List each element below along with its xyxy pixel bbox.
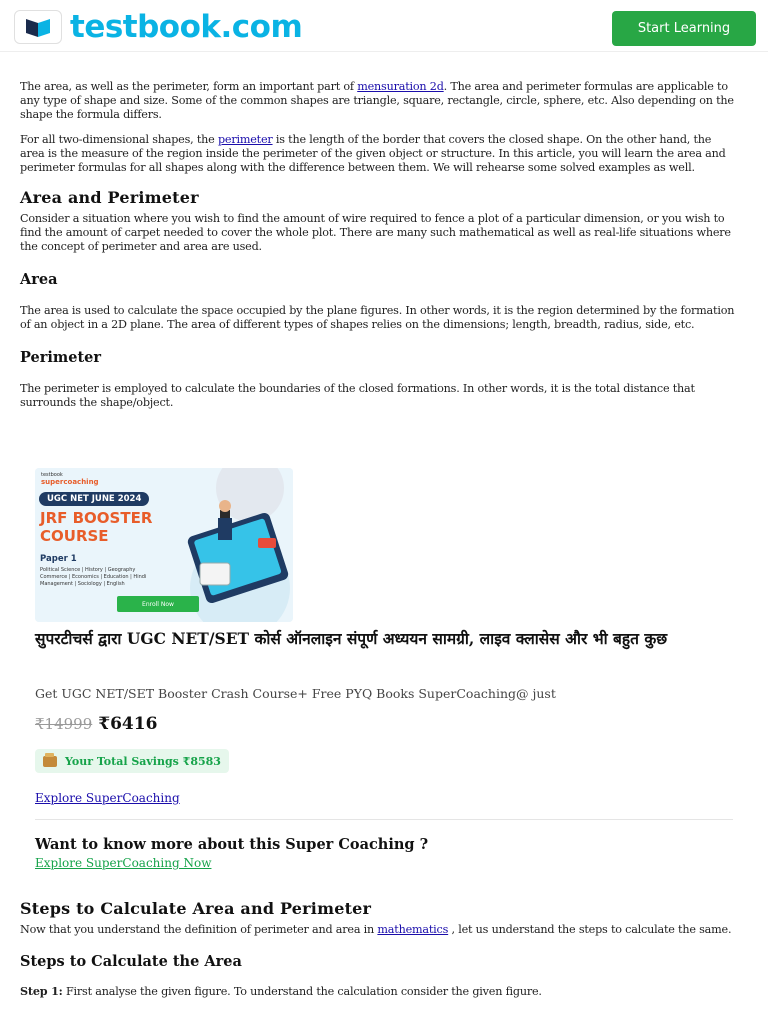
steps-heading: Steps to Calculate Area and Perimeter xyxy=(20,899,372,918)
area-heading: Area xyxy=(20,271,58,288)
logo-text: testbook.com xyxy=(70,9,303,45)
perimeter-link[interactable]: perimeter xyxy=(217,133,273,146)
banner-brand: supercoaching xyxy=(41,478,99,486)
article-content xyxy=(20,80,736,410)
banner-headline-1: JRF BOOSTER xyxy=(40,509,153,527)
promo-title: सुपरटीचर्स द्वारा UGC NET/SET कोर्स ऑनलाइन संपूर्ण अध्ययन सामग्री, लाइव क्लासेस और भी बहुत कुछ xyxy=(35,629,668,648)
area-and-perimeter-heading: Area and Perimeter xyxy=(20,188,199,207)
steps-text: Now that you understand the definition of perimeter and area in xyxy=(20,923,378,936)
explore-supercoaching xyxy=(35,791,180,805)
mensuration-2d-link[interactable]: mensuration 2d xyxy=(357,80,444,93)
intro-text: The area, as well as the perimeter, form an important part of xyxy=(20,80,358,93)
area-text: The area is used to calculate the space occupied by the plane figures. In other words, it is the region determined by the formation of an object in a 2D plane. The area of different types of shapes relies on the dimensions; length, breadth, radius, side, etc. xyxy=(20,304,735,331)
explore-supercoaching-link[interactable]: Explore SuperCoaching xyxy=(35,791,180,805)
discounted-price: ₹6416 xyxy=(98,714,158,734)
banner-enroll-button: Enroll Now xyxy=(117,596,199,612)
perimeter-heading: Perimeter xyxy=(20,349,102,366)
intro-paragraph-2 xyxy=(20,133,736,175)
steps-intro xyxy=(20,923,736,937)
intro-text: is the length of the border that covers the closed shape. On the other hand, the area is the measure of the region inside the perimeter of the given object or structure. In this article, you will learn the area and perimeter formulas for all shapes along with the difference between them. We will rehearse some solved examples as well. xyxy=(20,133,726,174)
savings-badge xyxy=(35,749,229,773)
intro-paragraph-1 xyxy=(20,80,736,122)
intro-text: . The area and perimeter formulas are applicable to any type of shape and size. Some of the common shapes are triangle, square, rectangle, circle, sphere, etc. Also depending on the shape the formula differs. xyxy=(20,80,734,121)
testbook-logo[interactable] xyxy=(14,9,302,45)
promo-subtitle: Get UGC NET/SET Booster Crash Course+ Free PYQ Books SuperCoaching@ just xyxy=(35,686,556,701)
intro-text: For all two-dimensional shapes, the xyxy=(20,133,218,146)
steps-section xyxy=(20,899,736,999)
step-1 xyxy=(20,984,736,999)
area-and-perimeter-text: Consider a situation where you wish to find the amount of wire required to fence a plot of a particular dimension, or you wish to find the amount of carpet needed to cover the whole plot. There are many such mathematical as well as real-life situations where the concept of perimeter and area are used. xyxy=(20,212,731,253)
banner-headline-2: COURSE xyxy=(40,527,109,545)
know-more-heading: Want to know more about this Super Coaching ? xyxy=(35,836,429,853)
wallet-icon xyxy=(43,756,57,767)
explore-now xyxy=(35,856,211,870)
savings-text: Your Total Savings ₹8583 xyxy=(65,754,221,768)
banner-tag: UGC NET JUNE 2024 xyxy=(39,492,149,506)
price-row xyxy=(35,714,157,734)
step-1-text: First analyse the given figure. To understand the calculation consider the given figure. xyxy=(62,985,542,998)
testbook-logo-icon xyxy=(14,10,62,44)
steps-text: , let us understand the steps to calculate the same. xyxy=(448,923,732,936)
explore-supercoaching-now-link[interactable]: Explore SuperCoaching Now xyxy=(35,856,212,870)
area-steps-heading: Steps to Calculate the Area xyxy=(20,953,242,970)
start-learning-button[interactable]: Start Learning xyxy=(612,11,756,46)
mathematics-link[interactable]: mathematics xyxy=(377,923,449,936)
site-header xyxy=(0,0,768,52)
banner-paper: Paper 1 xyxy=(40,554,77,564)
promo-divider xyxy=(35,819,733,820)
original-price: ₹14999 xyxy=(35,715,93,733)
step-1-label: Step 1: xyxy=(20,984,63,998)
banner-subjects: Political Science | History | Geography Commerce | Economics | Education | Hindi Management | Sociology | English xyxy=(40,567,147,587)
banner-brand-small: testbook xyxy=(41,472,63,478)
jrf-booster-banner[interactable] xyxy=(35,468,293,622)
perimeter-text: The perimeter is employed to calculate the boundaries of the closed formations. In other words, it is the total distance that surrounds the shape/object. xyxy=(20,382,695,409)
